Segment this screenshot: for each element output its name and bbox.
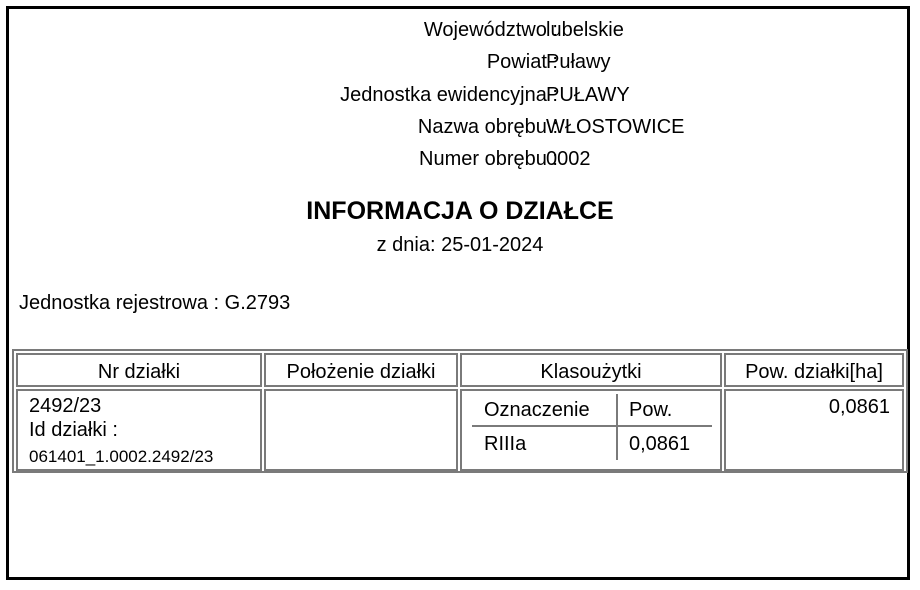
jednostka-label: Jednostka ewidencyjna : (340, 84, 558, 106)
powiat-value: Puławy (546, 51, 611, 73)
klas-header-oznaczenie: Oznaczenie (484, 399, 590, 421)
numer-value: 0002 (546, 148, 591, 170)
wojewodztwo-label: Województwo : (423, 19, 558, 41)
klas-divider-vertical (616, 394, 618, 460)
klas-oznaczenie-value: RIIIa (484, 433, 527, 455)
column-header-pow: Pow. działki[ha] (724, 353, 904, 387)
registry-unit: Jednostka rejestrowa : G.2793 (19, 292, 291, 314)
parcel-table (12, 349, 908, 473)
cell-klasouzytki (460, 389, 722, 471)
wojewodztwo-value: lubelskie (546, 19, 624, 41)
cell-nr-dzialki (16, 389, 262, 471)
numer-label: Numer obrębu : (419, 148, 558, 170)
klas-divider-horizontal (472, 425, 712, 427)
obreb-label: Nazwa obrębu : (417, 116, 558, 138)
parcel-id-label: Id działki : (29, 419, 118, 441)
parcel-id-value: 061401_1.0002.2492/23 (29, 447, 214, 466)
parcel-area: 0,0861 (828, 396, 890, 418)
klas-pow-value: 0,0861 (629, 433, 691, 455)
cell-pow-dzialki (724, 389, 904, 471)
column-header-klasouzytki: Klasoużytki (460, 353, 722, 387)
document-title: INFORMACJA O DZIAŁCE (306, 197, 614, 225)
document-date: z dnia: 25-01-2024 (376, 234, 544, 256)
column-header-nr: Nr działki (16, 353, 262, 387)
powiat-label: Powiat : (486, 51, 558, 73)
cell-polozenie (264, 389, 458, 471)
jednostka-value: PUŁAWY (546, 84, 630, 106)
column-header-polozenie: Położenie działki (264, 353, 458, 387)
parcel-number: 2492/23 (29, 395, 102, 417)
klas-header-pow: Pow. (629, 399, 673, 421)
obreb-value: WŁOSTOWICE (546, 116, 685, 138)
